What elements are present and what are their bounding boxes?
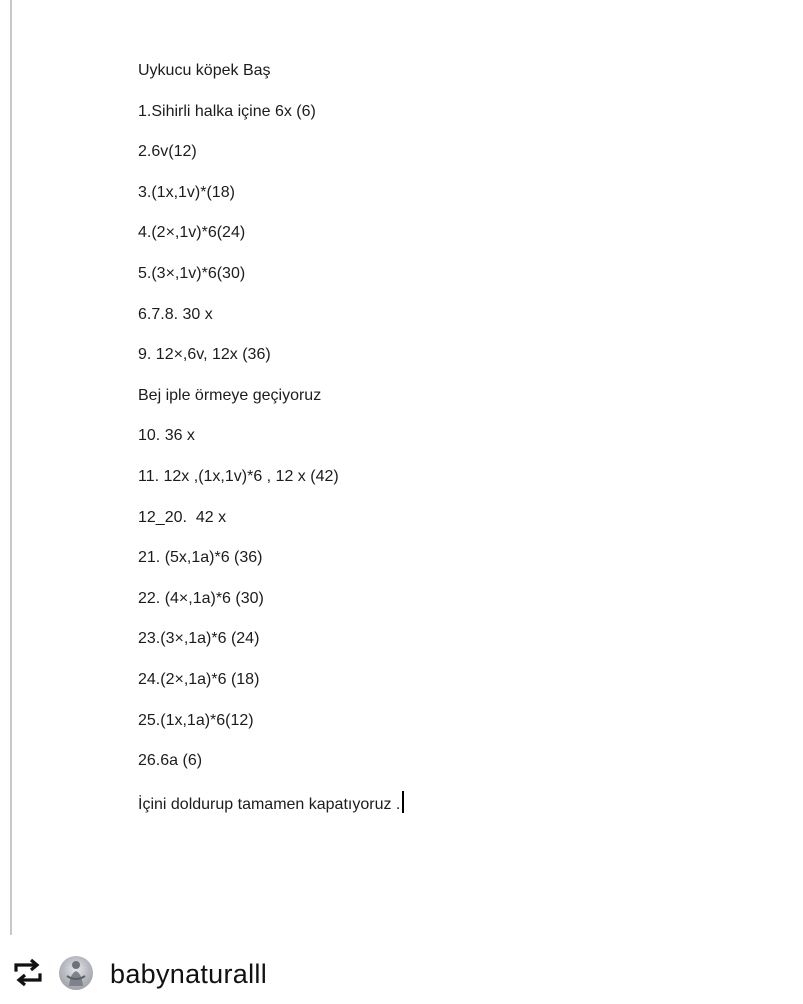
avatar-figure-icon	[59, 956, 93, 990]
pattern-line: 2.6v(12)	[138, 143, 197, 161]
pattern-line: 21. (5x,1a)*6 (36)	[138, 549, 263, 567]
pattern-line: 26.6a (6)	[138, 752, 203, 770]
pattern-line: 12_20. 42 x	[138, 508, 227, 526]
pattern-line: 23.(3×,1a)*6 (24)	[138, 630, 260, 648]
pattern-line: 22. (4×,1a)*6 (30)	[138, 589, 264, 607]
pattern-line: 4.(2×,1v)*6(24)	[138, 224, 246, 242]
pattern-line: 6.7.8. 30 x	[138, 305, 213, 323]
page-edge-divider	[10, 0, 12, 935]
pattern-line: Bej iple örmeye geçiyoruz	[138, 386, 322, 404]
closing-line-text: İçini doldurup tamamen kapatıyoruz .	[138, 795, 401, 813]
pattern-line: 3.(1x,1v)*(18)	[138, 183, 235, 201]
pattern-line: 1.Sihirli halka içine 6x (6)	[138, 102, 316, 120]
pattern-line: 10. 36 x	[138, 427, 195, 445]
avatar[interactable]	[59, 956, 93, 990]
pattern-line: 25.(1x,1a)*6(12)	[138, 711, 254, 729]
repost-icon[interactable]	[12, 958, 44, 988]
text-cursor	[402, 791, 404, 813]
pattern-text	[138, 60, 404, 831]
pattern-line: 11. 12x ,(1x,1v)*6 , 12 x (42)	[138, 467, 339, 485]
title-line: Uykucu köpek Baş	[138, 62, 271, 79]
pattern-line: 24.(2×,1a)*6 (18)	[138, 670, 260, 688]
pattern-line: 5.(3×,1v)*6(30)	[138, 264, 246, 282]
pattern-line: 9. 12×,6v, 12x (36)	[138, 346, 271, 364]
username-link[interactable]: babynaturalll	[110, 959, 268, 989]
closing-line	[138, 791, 404, 832]
